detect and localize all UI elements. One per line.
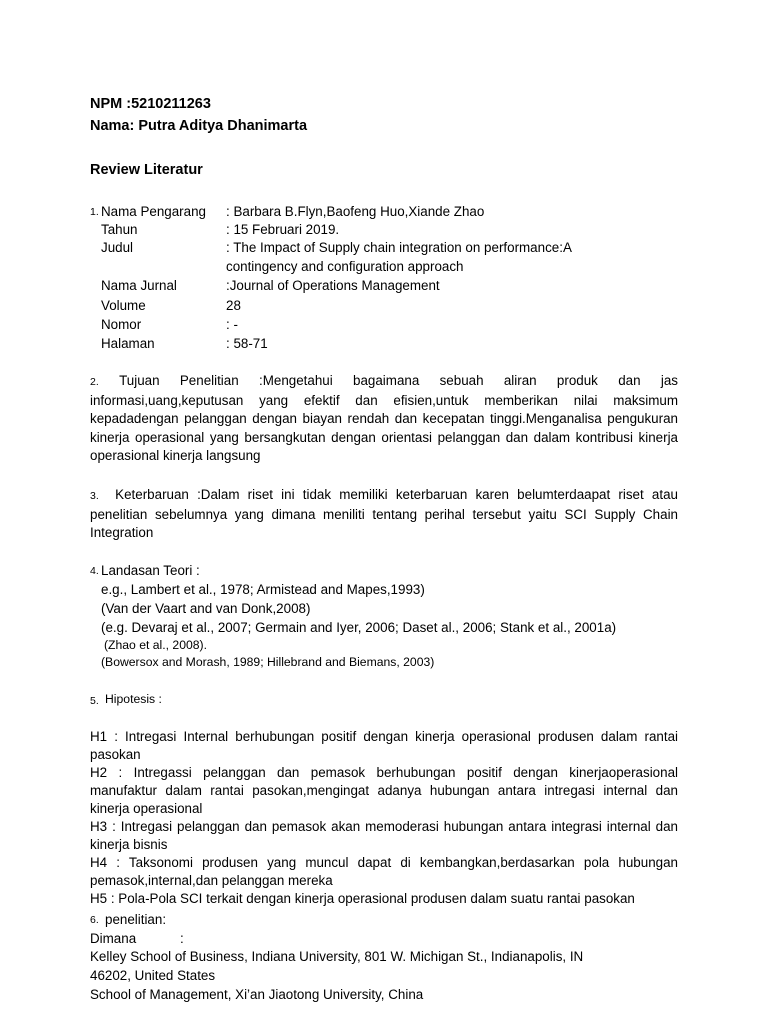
item-1-value-author: : Barbara B.Flyn,Baofeng Huo,Xiande Zhao xyxy=(226,204,485,219)
item-1-label-pages: Halaman xyxy=(101,336,155,351)
item-1-value-volume: 28 xyxy=(226,298,241,313)
item-1-value-number: : - xyxy=(226,317,238,332)
item-1-label-volume: Volume xyxy=(101,298,146,313)
item-4-title: Landasan Teori : xyxy=(101,563,200,578)
item-3-number: 3. xyxy=(90,490,99,502)
reference-line: (Bowersox and Morash, 1989; Hillebrand and Biemans, 2003) xyxy=(101,655,435,669)
reference-line: (e.g. Devaraj et al., 2007; Germain and Iyer, 2006; Daset al., 2006; Stank et al., 2001a) xyxy=(101,620,617,635)
item-3-paragraph xyxy=(90,486,678,543)
section-title: Review Literatur xyxy=(90,162,203,178)
hypothesis-h5: H5 : Pola-Pola SCI terkait dengan kinerja operasional produsen dalam suatu rantai pasokan xyxy=(90,891,635,906)
hypothesis-h3: H3 : Intregasi pelanggan dan pemasok akan memoderasi hubungan antara integrasi internal dan kinerja bisnis xyxy=(90,819,678,852)
dimana-colon: : xyxy=(180,931,184,946)
item-1-number: 1. xyxy=(90,206,99,218)
item-5-number: 5. xyxy=(90,695,99,707)
item-2-paragraph xyxy=(90,372,678,466)
reference-line: e.g., Lambert et al., 1978; Armistead and Mapes,1993) xyxy=(101,582,425,597)
item-1-label-title: Judul xyxy=(101,240,134,255)
item-5-title: Hipotesis : xyxy=(105,692,162,706)
hypothesis-h2: H2 : Intregassi pelanggan dan pemasok berhubungan positif dengan kinerjaoperasional manufaktur dalam rantai pasokan,mengingat adanya hubungan antara intregasi internal dan kinerja operasional xyxy=(90,765,678,816)
item-6-title: penelitian: xyxy=(105,912,167,927)
location-line: 46202, United States xyxy=(90,968,216,983)
item-1-value-title-cont: contingency and configuration approach xyxy=(226,259,464,274)
hypotheses-list xyxy=(90,728,678,908)
item-1-label-year: Tahun xyxy=(101,222,138,237)
name-line: Nama: Putra Aditya Dhanimarta xyxy=(90,118,308,134)
npm-line: NPM :5210211263 xyxy=(90,96,211,112)
item-1-value-pages: : 58-71 xyxy=(226,336,268,351)
hypothesis-h1: H1 : Intregasi Internal berhubungan positif dengan kinerja operasional produsen dalam rantai pasokan xyxy=(90,729,678,762)
reference-line: (Van der Vaart and van Donk,2008) xyxy=(101,601,311,616)
item-1-label-journal: Nama Jurnal xyxy=(101,278,177,293)
location-line: School of Management, Xi’an Jiaotong University, China xyxy=(90,987,424,1002)
dimana-label: Dimana xyxy=(90,931,137,946)
item-1-value-year: : 15 Februari 2019. xyxy=(226,222,340,237)
item-2-number: 2. xyxy=(90,376,99,388)
item-2-text: Tujuan Penelitian :Mengetahui bagaimana sebuah aliran produk dan jas informasi,uang,keputusan yang efektif dan efisien,untuk memberikan nilai maksimum kepadadengan pelanggan dengan biayan rendah dan kecepatan tinggi.Menganalisa pengukuran kinerja operasional yang bersangkutan dengan orientasi pelanggan dan dalam kontribusi kinerja operasional kinerja langsung xyxy=(90,373,678,463)
item-1-value-title: : The Impact of Supply chain integration on performance:A xyxy=(226,240,572,255)
item-1-value-journal: :Journal of Operations Management xyxy=(226,278,440,293)
item-3-text: Keterbaruan :Dalam riset ini tidak memiliki keterbaruan karen belumterdaapat riset atau penelitian sebelumnya yang dimana meniliti tentang perihal tersebut yaitu SCI Supply Chain Integration xyxy=(90,487,678,540)
hypothesis-h4: H4 : Taksonomi produsen yang muncul dapat di kembangkan,berdasarkan pola hubungan pemasok,internal,dan pelanggan mereka xyxy=(90,855,678,888)
location-line: Kelley School of Business, Indiana University, 801 W. Michigan St., Indianapolis, IN xyxy=(90,949,584,964)
item-4-number: 4. xyxy=(90,565,99,577)
item-1-label-number: Nomor xyxy=(101,317,142,332)
reference-line: (Zhao et al., 2008). xyxy=(104,638,207,652)
item-6-number: 6. xyxy=(90,914,99,926)
item-1-label-author: Nama Pengarang xyxy=(101,204,206,219)
